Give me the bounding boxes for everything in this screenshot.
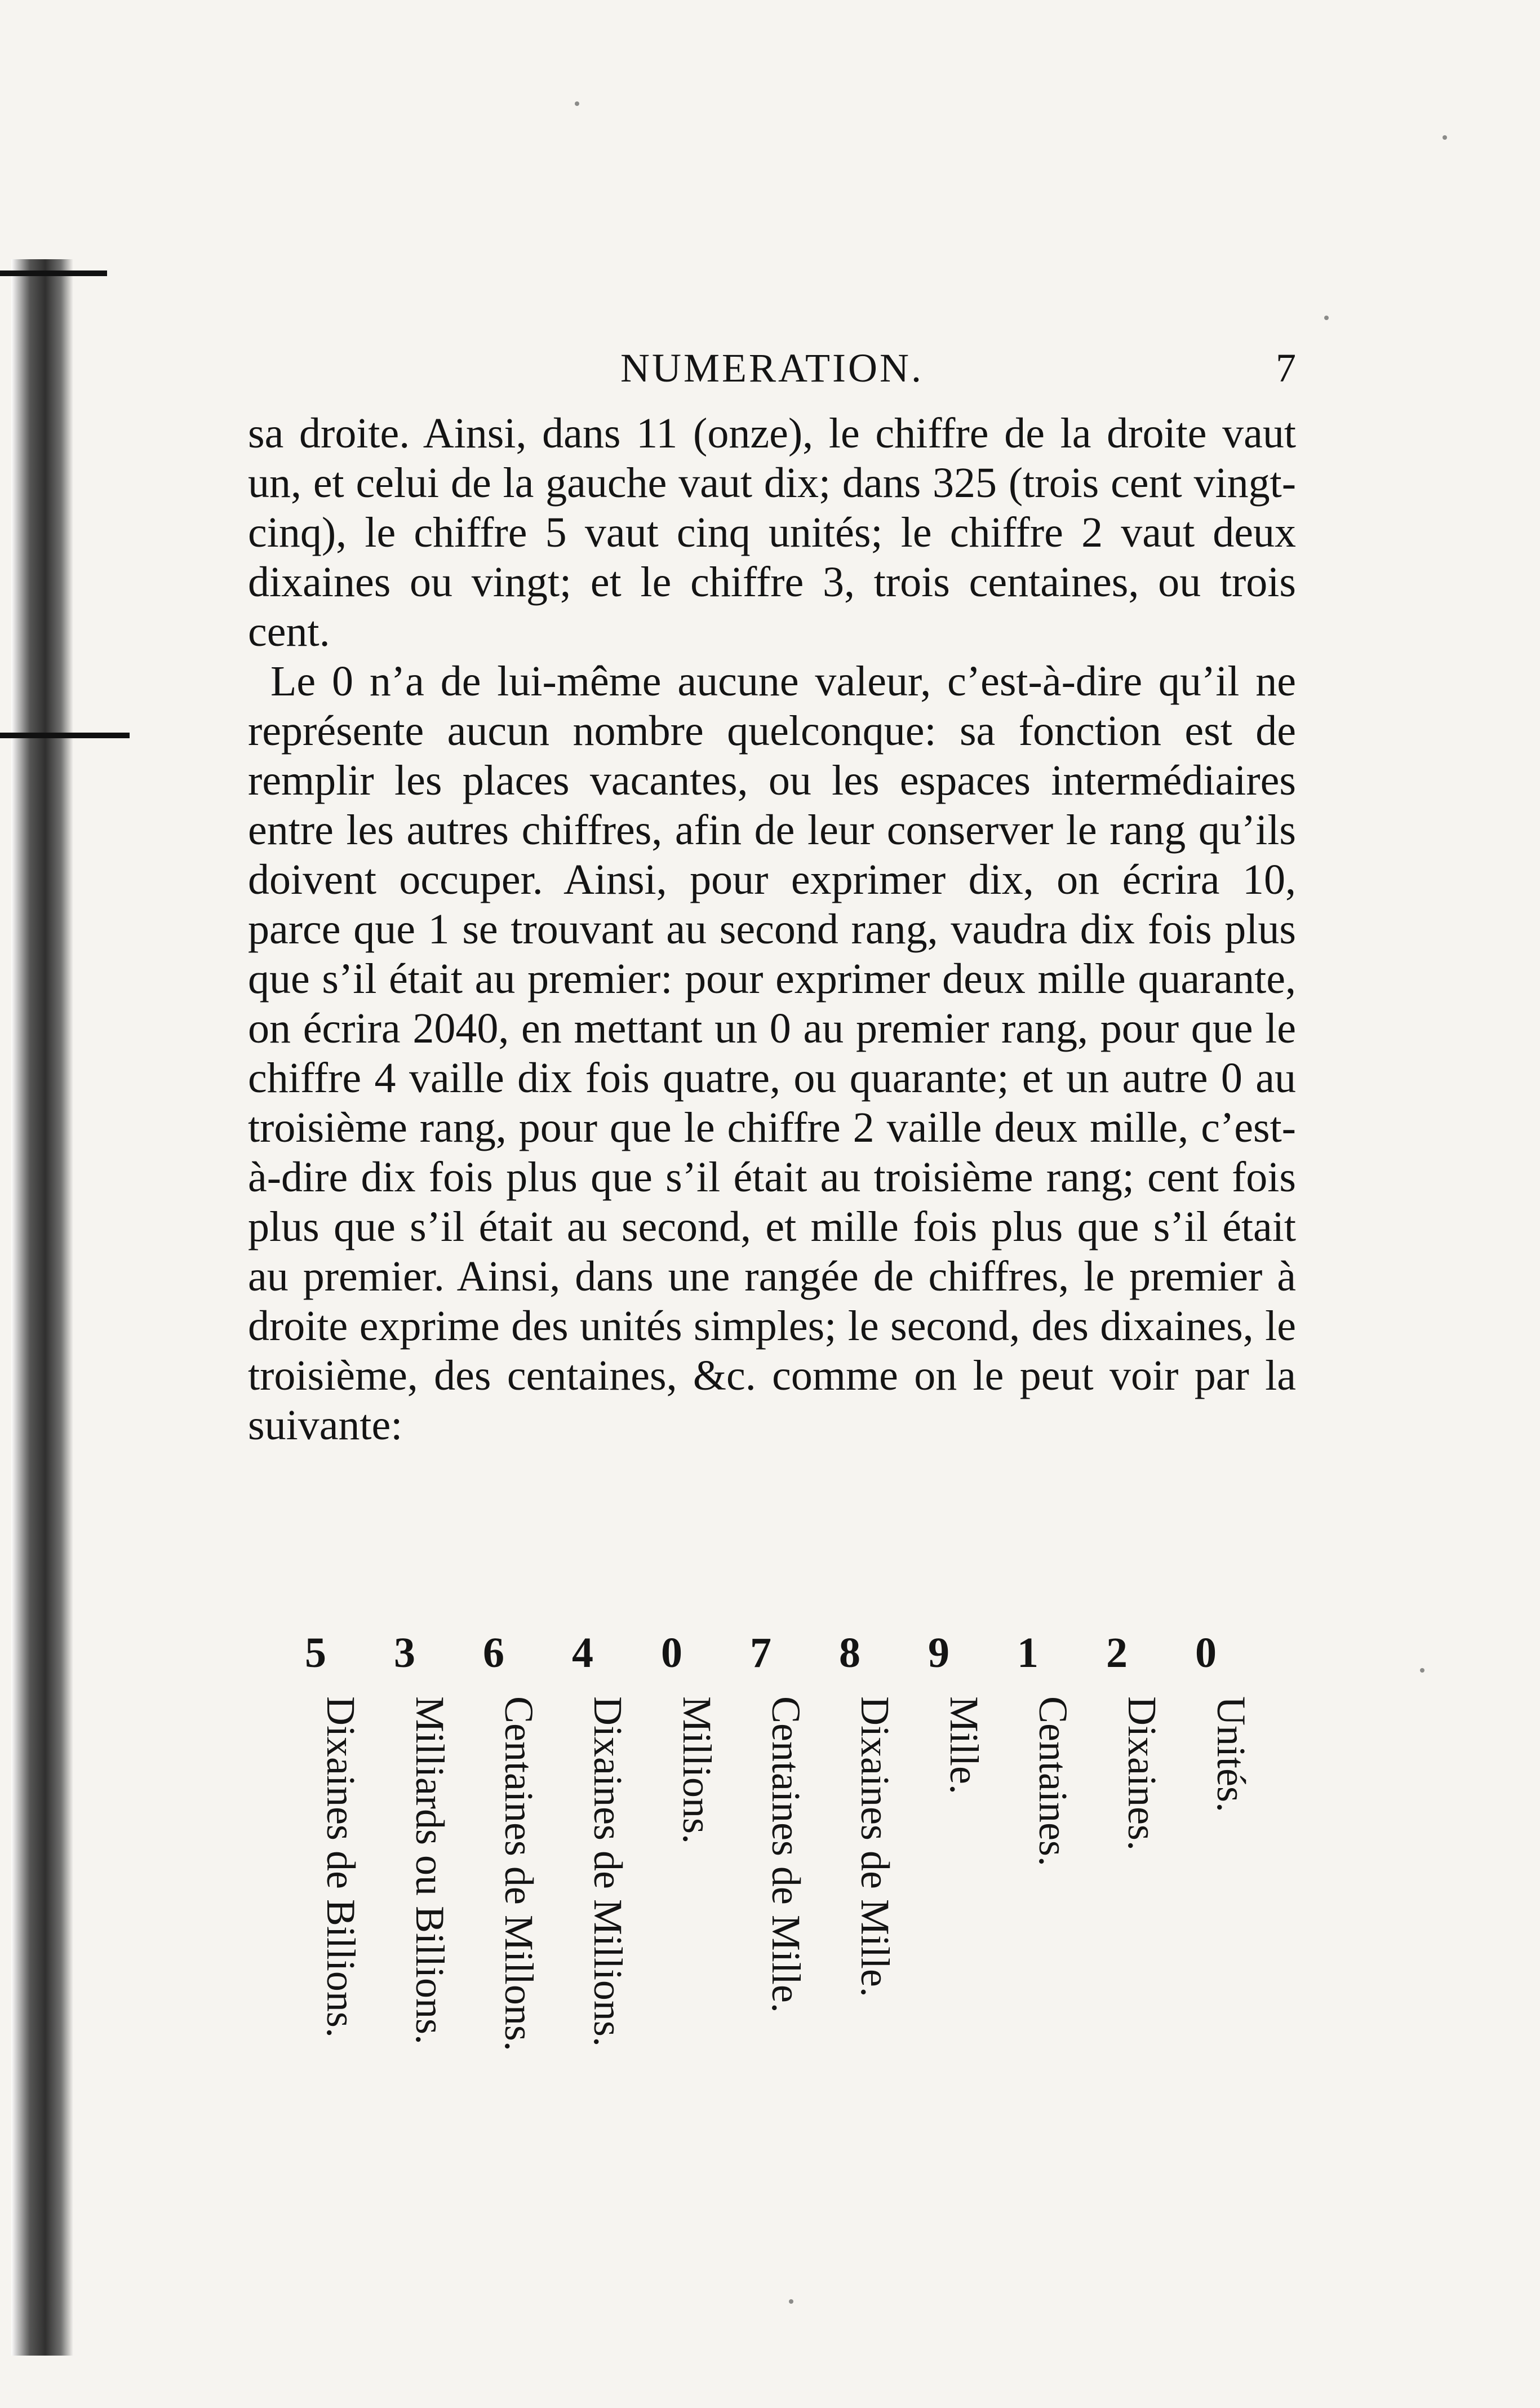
binding-mark bbox=[0, 733, 130, 738]
place-label: Centaines. bbox=[1031, 1696, 1076, 1866]
paper-speck bbox=[1443, 135, 1447, 140]
digit: 8 bbox=[839, 1629, 860, 1677]
place-label: Centaines de Mille. bbox=[764, 1696, 809, 2013]
paper-speck bbox=[1420, 1668, 1424, 1673]
body-text bbox=[248, 409, 1296, 1450]
place-value-digits bbox=[293, 1629, 1262, 1691]
place-label: Dixaines de Mille. bbox=[853, 1696, 898, 1997]
digit: 1 bbox=[1017, 1629, 1038, 1677]
digit: 0 bbox=[661, 1629, 682, 1677]
running-head: NUMERATION. bbox=[620, 345, 924, 391]
page-number: 7 bbox=[1276, 345, 1296, 391]
binding-mark bbox=[0, 270, 107, 276]
place-label: Centaines de Millons. bbox=[496, 1696, 542, 2051]
place-label: Dixaines. bbox=[1120, 1696, 1165, 1851]
paragraph: sa droite. Ainsi, dans 11 (onze), le chiffre de la droite vaut un, et celui de la gauche vaut dix; dans 325 (trois cent vingt-cinq), le chiffre 5 vaut cinq unités; le chiffre 2 vaut deux dixaines ou vingt; et le chiffre 3, trois centaines, ou trois cent. bbox=[248, 410, 1296, 655]
page-header bbox=[248, 345, 1296, 390]
digit: 7 bbox=[750, 1629, 771, 1677]
place-label: Dixaines de Millions. bbox=[585, 1696, 631, 2047]
digit: 3 bbox=[394, 1629, 415, 1677]
digit: 4 bbox=[572, 1629, 593, 1677]
paper-speck bbox=[1324, 316, 1329, 320]
place-label: Mille. bbox=[942, 1696, 987, 1794]
place-label: Millions. bbox=[674, 1696, 720, 1844]
digit: 2 bbox=[1106, 1629, 1128, 1677]
digit: 0 bbox=[1195, 1629, 1217, 1677]
page-binding-edge bbox=[11, 259, 73, 2356]
place-label: Dixaines de Billions. bbox=[318, 1696, 363, 2038]
digit: 5 bbox=[305, 1629, 326, 1677]
paper-speck bbox=[575, 101, 579, 106]
digit: 9 bbox=[928, 1629, 949, 1677]
place-label: Milliards ou Billions. bbox=[407, 1696, 452, 2045]
paper-speck bbox=[789, 2299, 793, 2304]
paragraph: Le 0 n’a de lui-même aucune valeur, c’est-à-dire qu’il ne représente aucun nombre quelconque: sa fonction est de remplir les places vacantes, ou les espaces intermédiaires entre les autres chiffres, afin de leur conserver le rang qu’ils doivent occuper. Ainsi, pour exprimer dix, on écrira 10, parce que 1 se trouvant au second rang, vaudra dix fois plus que s’il était au premier: pour exprimer deux mille quarante, on écrira 2040, en mettant un 0 au premier rang, pour que le chiffre 4 vaille dix fois quatre, ou quarante; et un autre 0 au troisième rang, pour que le chiffre 2 vaille deux mille, c’est-à-dire dix fois plus que s’il était au troisième rang; cent fois plus que s’il était au second, et mille fois plus que s’il était au premier. Ainsi, dans une rangée de chiffres, le premier à droite exprime des unités simples; le second, des dixaines, le troisième, des centaines, &c. comme on le peut voir par la suivante: bbox=[248, 658, 1296, 1449]
place-label: Unités. bbox=[1209, 1696, 1254, 1812]
digit: 6 bbox=[483, 1629, 504, 1677]
